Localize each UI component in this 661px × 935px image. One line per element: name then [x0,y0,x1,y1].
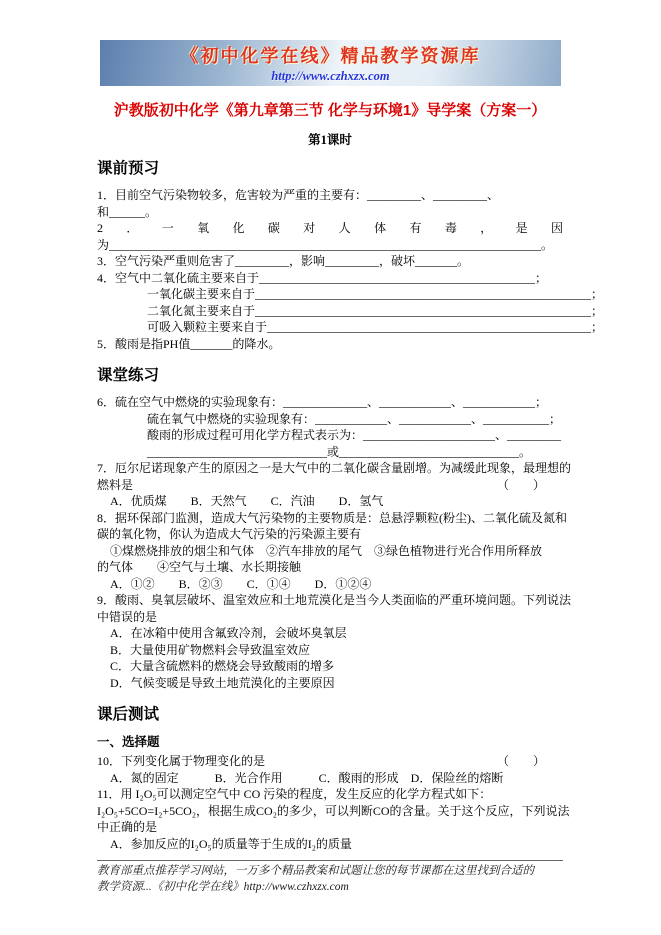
question-4-line-1: 4．空气中二氧化硫主要来自于______________________________________________； [97,270,548,285]
question-5: 5．酸雨是指PH值_______的降水。 [97,336,281,351]
footer-promo-line-1: 教育部重点推荐学习网站，一万多个精品教案和试题让您的每节课都在这里找到合适的 [97,865,534,877]
question-4-line-4: 可吸入颗粒主要来自于______________________________________________________； [147,320,604,334]
question-11-line-3: 中正确的是 [97,820,158,834]
question-6-line-1: 6．硫在空气中燃烧的实验现象有：______________、____________、____________； [97,395,548,409]
question-2-line-2: 为________________________________________________________________________。 [97,237,554,252]
banner-url: http://www.czhxzx.com [271,69,390,83]
question-10-options: A．氮的固定 B．光合作用 C．酸雨的形成 D．保险丝的熔断 [110,770,504,785]
question-1-line-1: 1．目前空气污染物较多，危害较为严重的主要有：_________、_________、 [97,188,500,202]
banner-title: 《初中化学在线》精品教学资源库 [180,46,481,66]
question-7-options: A．优质煤 B．天然气 C．汽油 D．氢气 [110,494,384,508]
answer-bracket-q7: （ ） [496,477,545,492]
question-6-line-2: 硫在氧气中燃烧的实验现象有：____________、____________、___________； [147,411,562,426]
question-8-choices-line-2: 的气体 ④空气与土壤、水长期接触 [97,560,302,574]
question-8-options: A．①② B．②③ C．①④ D．①②④ [110,576,372,591]
footer-promo-line-2: 教学资源...《初中化学在线》http://www.czhxzx.com [97,880,349,893]
question-3: 3．空气污染严重则危害了_________，影响_________，破坏_______。 [97,254,470,268]
question-11-option-a: A．参加反应的I₂O₅的质量等于生成的I₂的质量 [110,836,352,851]
question-7-stem-end: 燃料是 [97,477,134,492]
question-10-line-1 [97,753,563,770]
question-2-line-1: 2．一氧化碳对人体有毒，是因 [97,221,563,235]
question-9-option-b: B．大量使用矿物燃料会导致温室效应 [110,642,311,657]
subsection-heading-multiple-choice: 一、选择题 [97,735,160,749]
question-10-stem: 10．下列变化属于物理变化的是 [97,754,266,768]
question-11-line-2: I₂O₅+5CO=I₂+5CO₂，根据生成CO₂的多少，可以判断CO的含量。关于这个反应，下列说法 [97,803,570,818]
question-7-line-1: 7．厄尔尼诺现象产生的原因之一是大气中的二氧化碳含量剧增。为减缓此现象，最理想的 [97,461,572,475]
site-banner [100,40,561,86]
question-8-line-2: 碳的氧化物，你认为造成大气污染的污染源主要有 [97,527,362,541]
section-heading-after-class-test: 课后测试 [97,706,160,723]
answer-bracket-q10: （ ） [496,754,545,768]
question-9-option-c: C．大量含硫燃料的燃烧会导致酸雨的增多 [110,659,335,673]
question-9-option-d: D．气候变暖是导致土地荒漠化的主要原因 [110,675,335,690]
question-11-line-1: 11．用 I₂O₅可以测定空气中 CO 污染的程度，发生反应的化学方程式如下： [97,787,492,801]
page-footer [97,860,563,895]
question-4-line-3: 二氧化氮主要来自于________________________________________________________； [147,303,604,318]
lesson-label: 第1课时 [308,133,352,147]
section-heading-pre-class: 课前预习 [97,160,160,177]
question-8-line-1: 8．据环保部门监测，造成大气污染物的主要物质是：总悬浮颗粒(粉尘)、二氧化硫及氮和 [97,510,567,525]
question-1-line-2: 和______。 [97,204,158,219]
question-9-line-2: 中错误的是 [97,609,158,624]
question-8-choices-line-1: ①煤燃烧排放的烟尘和气体 ②汽车排放的尾气 ③绿色植物进行光合作用所释放 [110,543,543,558]
question-4-line-2: 一氧化碳主要来自于________________________________________________________； [147,287,604,301]
document-title: 沪教版初中化学《第九章第三节 化学与环境1》导学案（方案一） [113,102,547,119]
question-9-option-a: A．在冰箱中使用含氟致冷剂，会破坏臭氧层 [110,626,347,640]
question-7-line-2 [97,477,563,494]
question-6-line-4: ______________________________或______________________________。 [147,444,532,459]
question-9-line-1: 9．酸雨、臭氧层破坏、温室效应和土地荒漠化是当今人类面临的严重环境问题。下列说法 [97,593,572,607]
question-6-line-3: 酸雨的形成过程可用化学方程式表示为：______________________、_________ [147,428,562,442]
section-heading-class-practice: 课堂练习 [97,367,160,384]
